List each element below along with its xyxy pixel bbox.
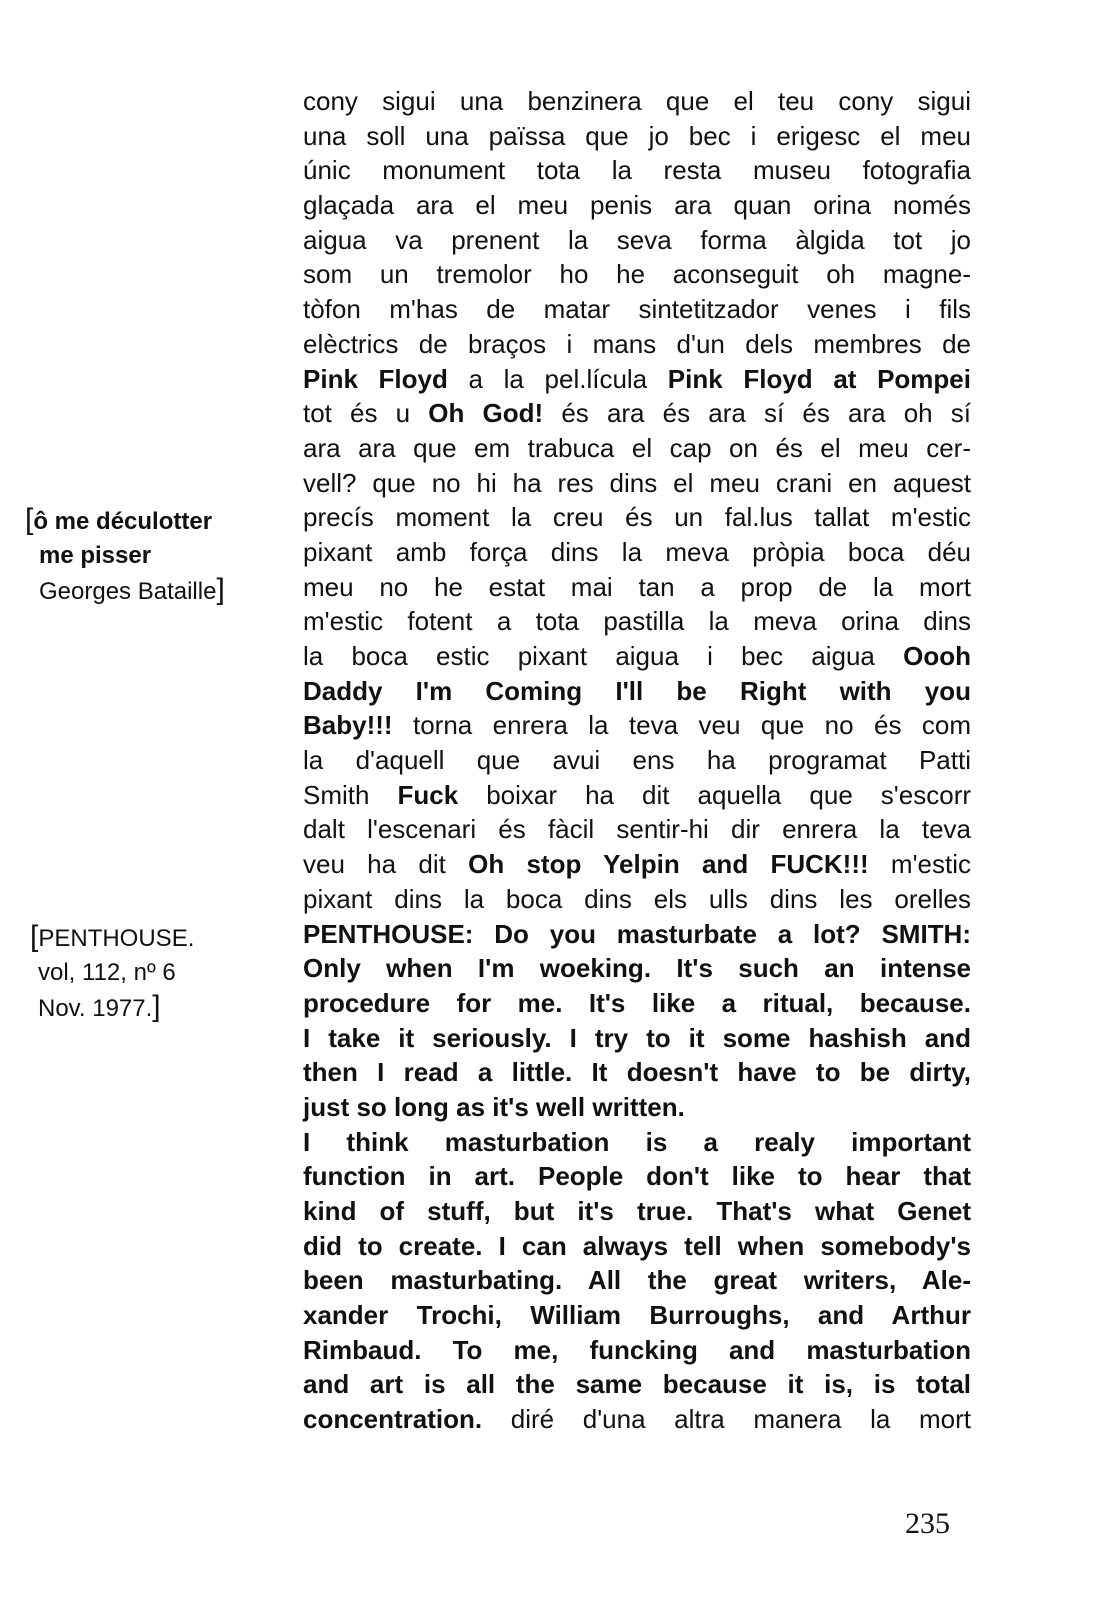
- text-line: m'estic fotent a tota pastilla la meva orina dins: [303, 606, 971, 637]
- text-line: xander Trochi, William Burroughs, and Arthur: [303, 1300, 971, 1331]
- text-line: Baby!!! torna enrera la teva veu que no és com: [303, 710, 971, 741]
- text-line: veu ha dit Oh stop Yelpin and FUCK!!! m'estic: [303, 849, 971, 880]
- text-line: elèctrics de braços i mans d'un dels membres de: [303, 328, 971, 359]
- text-line: Rimbaud. To me, funcking and masturbation: [303, 1334, 971, 1365]
- text-line: Only when I'm woeking. It's such an intense: [303, 953, 971, 984]
- note-line: me pisser: [39, 542, 152, 569]
- text-line: concentration. diré d'una altra manera la mort: [303, 1404, 971, 1435]
- text-line: just so long as it's well written.: [303, 1091, 685, 1122]
- text-line: procedure for me. It's like a ritual, because.: [303, 987, 971, 1018]
- text-line: som un tremolor ho he aconseguit oh magne-: [303, 259, 971, 290]
- text-line: PENTHOUSE: Do you masturbate a lot? SMITH:: [303, 918, 971, 949]
- text-line: glaçada ara el meu penis ara quan orina només: [303, 190, 971, 221]
- margin-note-bataille: [25, 503, 225, 609]
- text-line: function in art. People don't like to hear that: [303, 1161, 971, 1192]
- text-line: dalt l'escenari és fàcil sentir-hi dir enrera la teva: [303, 814, 971, 845]
- text-line: una soll una païssa que jo bec i erigesc el meu: [303, 120, 971, 151]
- note-line: PENTHOUSE.: [38, 925, 195, 952]
- open-bracket: [: [30, 920, 39, 953]
- text-line: la d'aquell que avui ens ha programat Patti: [303, 745, 971, 776]
- close-bracket: ]: [152, 990, 161, 1023]
- text-line: pixant amb força dins la meva pròpia boca déu: [303, 536, 971, 567]
- note-line: Nov. 1977.: [38, 995, 153, 1022]
- page-number: 235: [905, 1507, 950, 1540]
- text-line: vell? que no hi ha res dins el meu crani en aquest: [303, 467, 971, 498]
- text-line: pixant dins la boca dins els ulls dins les orelles: [303, 883, 971, 914]
- text-line: Daddy I'm Coming I'll be Right with you: [303, 675, 971, 706]
- text-line: I take it seriously. I try to it some hashish and: [303, 1022, 971, 1053]
- text-line: Smith Fuck boixar ha dit aquella que s'escorr: [303, 779, 972, 810]
- text-line: and art is all the same because it is, is total: [303, 1369, 971, 1400]
- main-text-column: [303, 84, 971, 1437]
- text-line: meu no he estat mai tan a prop de la mort: [303, 571, 971, 602]
- text-line: aigua va prenent la seva forma àlgida tot jo: [303, 224, 971, 255]
- note-author: Georges Bataille: [39, 578, 217, 605]
- note-line: ô me déculotter: [33, 508, 213, 535]
- text-line: ara ara que em trabuca el cap on és el meu cer-: [303, 432, 971, 463]
- text-line: Pink Floyd a la pel.lícula Pink Floyd at Pompei: [303, 363, 971, 394]
- text-line: la boca estic pixant aigua i bec aigua Oooh: [303, 641, 971, 671]
- text-line: kind of stuff, but it's true. That's what Genet: [303, 1196, 971, 1226]
- close-bracket: ]: [216, 573, 225, 606]
- text-line: tòfon m'has de matar sintetitzador venes i fils: [303, 294, 971, 325]
- text-line: cony sigui una benzinera que el teu cony sigui: [303, 86, 971, 116]
- note-line: vol, 112, nº 6: [38, 959, 176, 986]
- text-line: did to create. I can always tell when somebody's: [303, 1230, 971, 1261]
- open-bracket: [: [25, 503, 34, 536]
- text-line: I think masturbation is a realy important: [303, 1126, 971, 1157]
- text-line: tot és u Oh God! és ara és ara sí és ara oh sí: [303, 398, 972, 429]
- text-line: then I read a little. It doesn't have to be dirty,: [303, 1057, 971, 1088]
- margin-note-penthouse: [30, 920, 194, 1026]
- text-line: precís moment la creu és un fal.lus tallat m'estic: [303, 502, 971, 533]
- text-line: únic monument tota la resta museu fotografia: [303, 155, 971, 186]
- text-line: been masturbating. All the great writers, Ale-: [303, 1265, 971, 1296]
